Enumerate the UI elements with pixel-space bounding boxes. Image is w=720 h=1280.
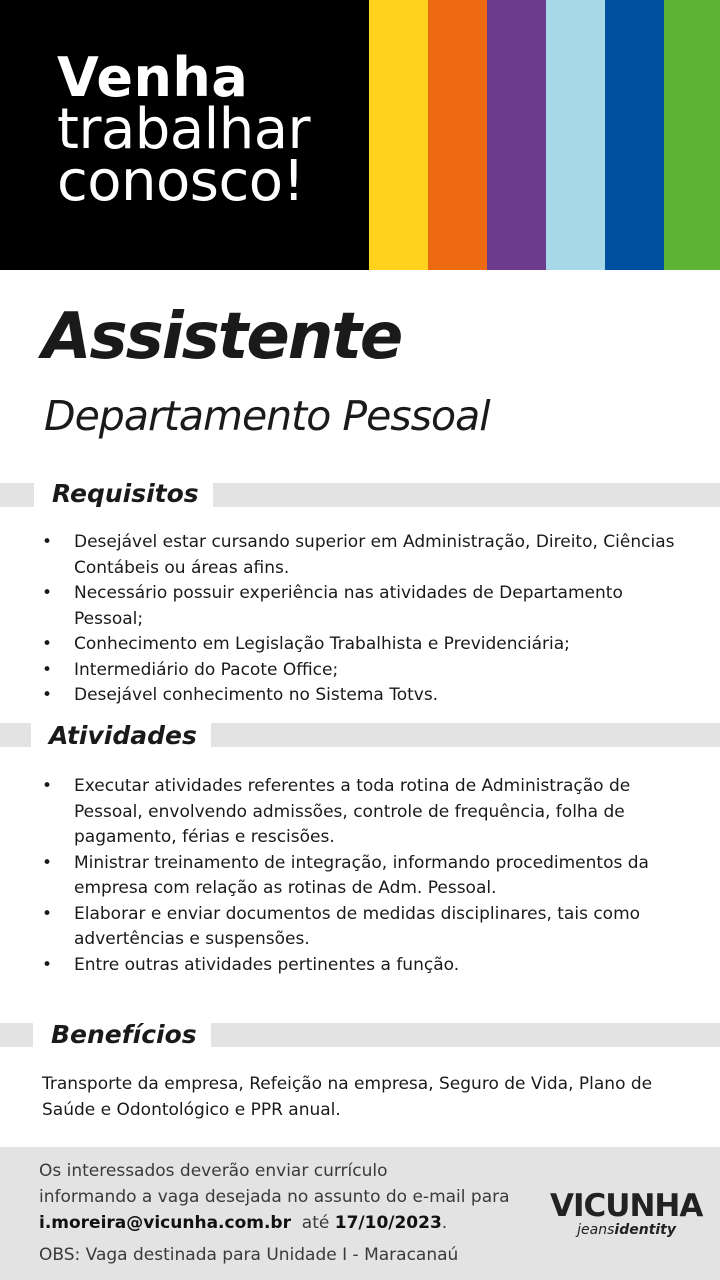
atividade-item — [40, 851, 690, 902]
atividade-item — [40, 953, 690, 979]
stripe-light-blue — [546, 0, 605, 270]
requisito-item — [40, 530, 690, 581]
logo-tag-bold: identity — [614, 1222, 676, 1238]
requisito-item-text: Desejável conhecimento no Sistema Totvs. — [74, 685, 439, 705]
deadline-date: 17/10/2023 — [334, 1213, 442, 1233]
bullet-icon: • — [42, 532, 53, 552]
contact-email-link[interactable]: i.moreira@vicunha.com.br — [39, 1213, 291, 1233]
stripe-purple — [487, 0, 546, 270]
color-stripes — [369, 0, 720, 270]
headline — [57, 46, 311, 214]
requisito-item — [40, 683, 690, 709]
headline-line-2: trabalhar — [57, 97, 311, 162]
beneficios-text: Transporte da empresa, Refeição na empresa, Seguro de Vida, Plano de Saúde e Odontológico e PPR anual. — [42, 1074, 653, 1120]
stripe-green — [664, 0, 720, 270]
footer-instructions — [39, 1158, 510, 1236]
vicunha-logo — [550, 1188, 703, 1238]
logo-name: VICUNHA — [550, 1188, 703, 1224]
bullet-icon: • — [42, 903, 53, 924]
section-heading-beneficios: Benefícios — [33, 1018, 211, 1052]
stripe-yellow — [369, 0, 428, 270]
bullet-icon: • — [42, 659, 53, 680]
headline-line-1: Venha — [57, 46, 249, 109]
header-banner — [0, 0, 720, 270]
atividade-item — [40, 902, 690, 953]
atividades-list — [40, 774, 690, 978]
requisito-item-text: Conhecimento em Legislação Trabalhista e Previdenciária; — [74, 634, 570, 654]
section-heading-requisitos: Requisitos — [34, 477, 213, 511]
atividade-item-text: Ministrar treinamento de integração, informando procedimentos da empresa com relação as rotinas de Adm. Pessoal. — [74, 852, 649, 898]
bullet-icon: • — [42, 852, 53, 873]
footer-line-2: informando a vaga desejada no assunto do e-mail para — [39, 1187, 510, 1207]
logo-tag-regular: jeans — [577, 1222, 615, 1238]
footer-line-1: Os interessados deverão enviar currículo — [39, 1161, 388, 1181]
footer-period: . — [441, 1213, 448, 1233]
footer-obs: OBS: Vaga destinada para Unidade I - Maracanaú — [39, 1245, 459, 1265]
bullet-icon: • — [42, 954, 53, 975]
requisito-item — [40, 581, 690, 632]
atividade-item-text: Entre outras atividades pertinentes a função. — [74, 954, 460, 975]
footer — [0, 1147, 720, 1280]
requisito-item-text: Desejável estar cursando superior em Administração, Direito, Ciências Contábeis ou áreas afins. — [74, 532, 675, 578]
footer-line-3 — [39, 1210, 510, 1236]
footer-until: até — [301, 1213, 330, 1233]
atividade-item-text: Elaborar e enviar documentos de medidas disciplinares, tais como advertências e suspensões. — [74, 903, 641, 949]
atividade-item-text: Executar atividades referentes a toda rotina de Administração de Pessoal, envolvendo admissões, controle de frequência, folha de pagamento, férias e rescisões. — [74, 776, 631, 847]
requisito-item-text: Necessário possuir experiência nas atividades de Departamento Pessoal; — [74, 583, 623, 629]
stripe-orange — [428, 0, 487, 270]
requisito-item — [40, 658, 690, 684]
bullet-icon: • — [42, 583, 53, 603]
requisito-item — [40, 632, 690, 658]
stripe-blue — [605, 0, 664, 270]
bullet-icon: • — [42, 776, 53, 796]
logo-tagline — [550, 1222, 676, 1238]
job-title: Assistente — [42, 300, 402, 374]
bullet-icon: • — [42, 634, 53, 654]
requisito-item-text: Intermediário do Pacote Office; — [74, 659, 339, 680]
atividade-item — [40, 774, 690, 851]
headline-line-3: conosco! — [57, 149, 305, 214]
job-subtitle: Departamento Pessoal — [44, 392, 490, 440]
section-heading-atividades: Atividades — [31, 719, 211, 753]
requisitos-list — [40, 530, 690, 709]
bullet-icon: • — [42, 685, 53, 705]
